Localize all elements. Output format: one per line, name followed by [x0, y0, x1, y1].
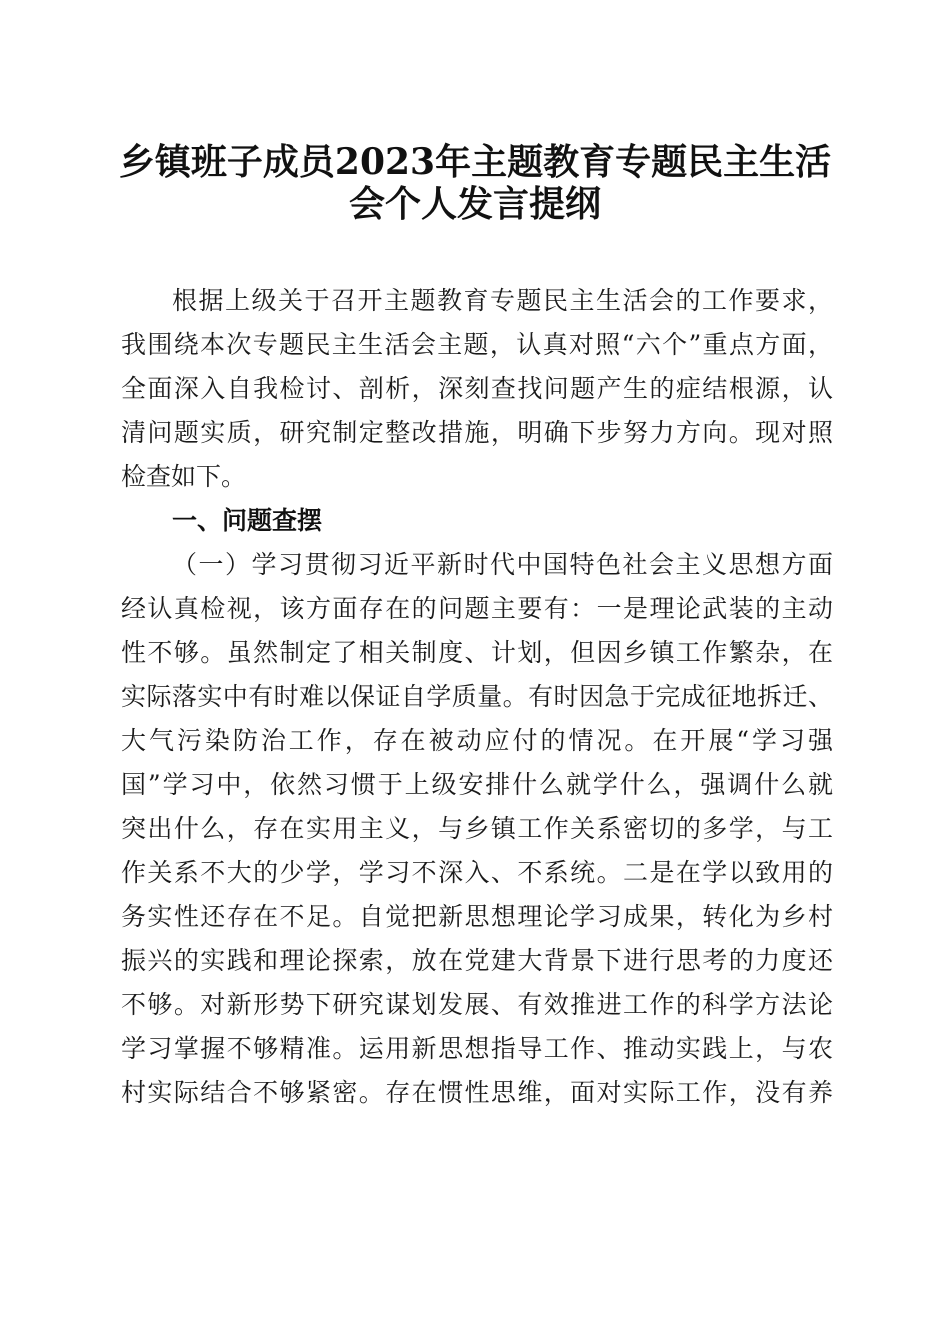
document-title-line-1: 乡镇班子成员2023年主题教育专题民主生活	[118, 141, 832, 183]
section-heading: 一、问题查摆	[172, 506, 323, 535]
subsection-line-10: 振兴的实践和理论探索，放在党建大背景下进行思考的力度还	[121, 946, 833, 975]
intro-line-5: 检查如下。	[121, 462, 247, 491]
subsection-line-1: （一）学习贯彻习近平新时代中国特色社会主义思想方面	[172, 550, 833, 579]
intro-line-4: 清问题实质，研究制定整改措施，明确下步努力方向。现对照	[121, 418, 833, 447]
subsection-line-12: 学习掌握不够精准。运用新思想指导工作、推动实践上，与农	[121, 1034, 833, 1063]
subsection-line-8: 作关系不大的少学，学习不深入、不系统。二是在学以致用的	[121, 858, 833, 887]
subsection-line-7: 突出什么，存在实用主义，与乡镇工作关系密切的多学，与工	[121, 814, 833, 843]
subsection-line-6: 国”学习中，依然习惯于上级安排什么就学什么，强调什么就	[121, 770, 833, 799]
subsection-line-3: 性不够。虽然制定了相关制度、计划，但因乡镇工作繁杂，在	[121, 638, 833, 667]
intro-line-3: 全面深入自我检讨、剖析，深刻查找问题产生的症结根源，认	[121, 374, 833, 403]
subsection-line-4: 实际落实中有时难以保证自学质量。有时因急于完成征地拆迁、	[121, 682, 833, 711]
subsection-line-11: 不够。对新形势下研究谋划发展、有效推进工作的科学方法论	[121, 990, 833, 1019]
subsection-line-9: 务实性还存在不足。自觉把新思想理论学习成果，转化为乡村	[121, 902, 833, 931]
intro-line-1: 根据上级关于召开主题教育专题民主生活会的工作要求，	[172, 286, 833, 315]
subsection-line-5: 大气污染防治工作，存在被动应付的情况。在开展“学习强	[121, 726, 833, 755]
subsection-line-2: 经认真检视，该方面存在的问题主要有：一是理论武装的主动	[121, 594, 833, 623]
subsection-line-13: 村实际结合不够紧密。存在惯性思维，面对实际工作，没有养	[121, 1078, 833, 1107]
intro-line-2: 我围绕本次专题民主生活会主题，认真对照“六个”重点方面，	[121, 330, 833, 359]
document-title-line-2: 会个人发言提纲	[348, 183, 601, 225]
